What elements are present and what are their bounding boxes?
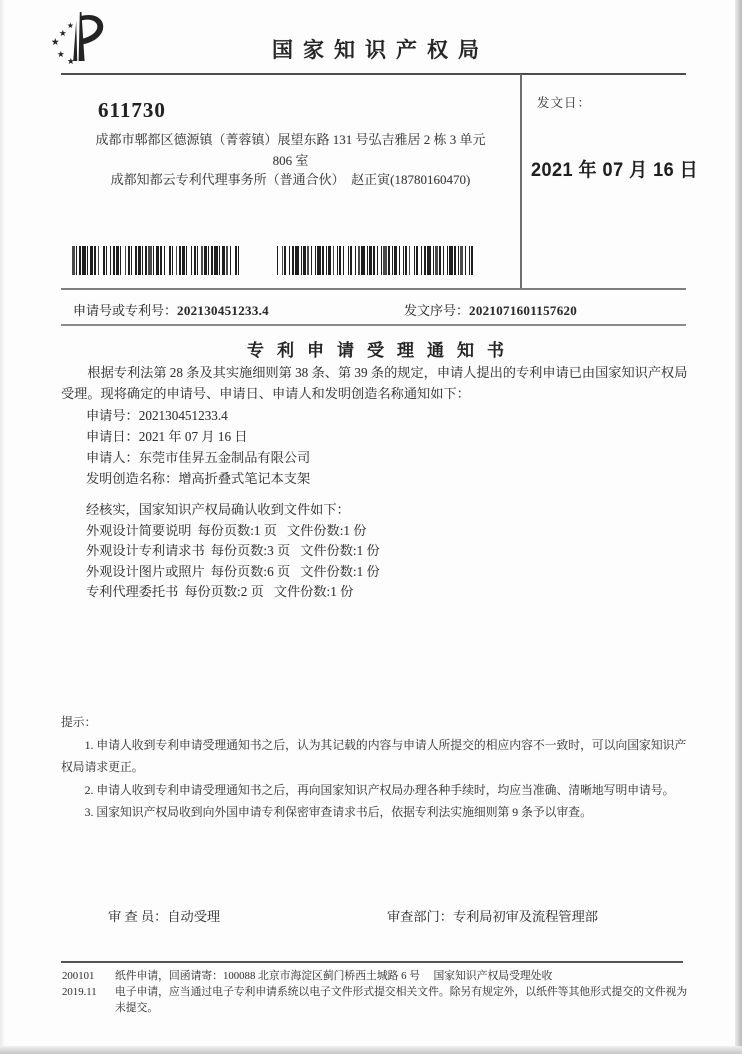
document-copies: 文件份数:1 份 (300, 563, 380, 579)
address-line-1: 成都市郫都区德源镇（菁蓉镇）展望东路 131 号弘吉雅居 2 栋 3 单元 (95, 132, 486, 147)
field-value: 202130451233.4 (138, 407, 228, 423)
form-code: 200101 (62, 970, 95, 982)
field-invention-title (61, 468, 692, 489)
footer-form-codes (62, 968, 115, 1017)
page-edge-bottom (0, 1046, 742, 1054)
barcode-left (72, 246, 242, 275)
document-name: 外观设计专利请求书 (86, 543, 205, 558)
document-pages: 每份页数:1 页 (197, 522, 277, 538)
issue-date-value: 2021 年 07 月 16 日 (531, 160, 699, 181)
electronic-filing-note: 电子申请，应当通过电子专利申请系统以电子文件形式提交相关文件。除另有规定外，以纸件等其他形式提交的文件视为未提交。 (115, 986, 688, 1015)
received-intro: 经核实，国家知识产权局确认收到文件如下： (86, 502, 350, 517)
svg-text:★: ★ (57, 49, 65, 59)
issue-date-box (522, 75, 699, 289)
document-row (61, 582, 692, 603)
recipient-line: 成都知都云专利代理事务所（普通合伙） 赵正寅(18780160470) (110, 172, 471, 187)
department-label: 审查部门： (387, 909, 453, 924)
document-name: 专利代理委托书 (86, 584, 179, 599)
svg-text:★: ★ (67, 21, 74, 30)
document-pages: 每份页数:3 页 (210, 543, 291, 558)
tip-item: 2. 申请人收到专利申请受理通知书之后，再向国家知识产权局办理各种手续时，均应当准确、清晰地写明申请号。 (84, 782, 675, 797)
tip-item: 1. 申请人收到专利申请受理通知书之后，认为其记载的内容与申请人所提交的相应内容不一致时，可以向国家知识产权局请求更正。 (61, 737, 687, 774)
application-number-label: 申请号或专利号： (73, 303, 178, 318)
field-label: 申请人： (86, 450, 139, 466)
field-value: 东莞市佳昇五金制品有限公司 (138, 450, 311, 466)
field-value: 增高折叠式笔记本支架 (178, 471, 311, 487)
document-copies: 文件份数:1 份 (287, 522, 367, 538)
svg-text:★: ★ (67, 56, 75, 66)
dispatch-serial-label: 发文序号： (404, 303, 470, 318)
address-section-divider (61, 288, 686, 290)
field-label: 申请号： (86, 407, 139, 423)
document-name: 外观设计简要说明 (86, 522, 192, 538)
notice-title: 专利申请受理通知书 (247, 341, 517, 360)
postal-code: 611730 (98, 98, 166, 122)
dispatch-serial-value: 2021071601157620 (469, 303, 578, 318)
address-line-2: 806 室 (272, 153, 309, 168)
notice-body (61, 362, 692, 490)
title-section-divider (61, 324, 686, 326)
intro-paragraph: 根据专利法第 28 条及其实施细则第 38 条、第 39 条的规定，申请人提出的专利申请已由国家知识产权局受理。现将确定的申请号、申请日、申请人和发明创造名称通知如下： (61, 365, 688, 402)
document-row (61, 562, 692, 583)
form-date: 2019.11 (62, 986, 97, 999)
svg-text:★: ★ (51, 38, 60, 48)
tips-title: 提示： (61, 715, 97, 729)
page-edge-right (735, 0, 742, 1054)
department-value: 专利局初审及流程管理部 (452, 909, 598, 924)
field-applicant (61, 447, 692, 468)
field-label: 发明创造名称： (86, 471, 179, 487)
footer-notes (115, 968, 690, 1017)
page-edge-left (0, 0, 5, 1054)
footer-divider (61, 961, 683, 963)
document-copies: 文件份数:1 份 (273, 584, 354, 599)
tips-section (61, 711, 694, 824)
examiner-label: 审 查 员： (108, 909, 168, 924)
document-pages: 每份页数:2 页 (184, 584, 264, 599)
svg-text:★: ★ (59, 28, 67, 38)
received-documents-section (61, 500, 692, 603)
examining-department (387, 906, 598, 925)
field-filing-date (61, 426, 692, 447)
document-row (61, 521, 692, 542)
field-application-number (61, 405, 692, 426)
tip-item: 3. 国家知识产权局收到向外国申请专利保密审查请求书后，依据专利法实施细则第 9 条予以审查。 (84, 805, 592, 819)
footer (62, 968, 690, 1017)
examiner (108, 906, 220, 925)
application-number (73, 300, 269, 319)
field-value: 2021 年 07 月 16 日 (138, 428, 248, 444)
examiner-value: 自动受理 (167, 909, 221, 924)
dispatch-serial (404, 300, 577, 319)
document-copies: 文件份数:1 份 (300, 543, 380, 558)
document-row (61, 541, 692, 562)
paper-filing-note: 纸件申请，回函请寄：100088 北京市海淀区蓟门桥西土城路 6 号 国家知识产权局受理处收 (115, 970, 553, 982)
document-name: 外观设计图片或照片 (86, 563, 205, 579)
application-number-value: 202130451233.4 (177, 303, 269, 318)
field-label: 申请日： (86, 428, 139, 444)
barcode-right (277, 246, 474, 275)
document-pages: 每份页数:6 页 (210, 563, 291, 579)
issue-date-label: 发文日： (537, 96, 592, 110)
agency-title: 国家知识产权局 (272, 39, 489, 62)
